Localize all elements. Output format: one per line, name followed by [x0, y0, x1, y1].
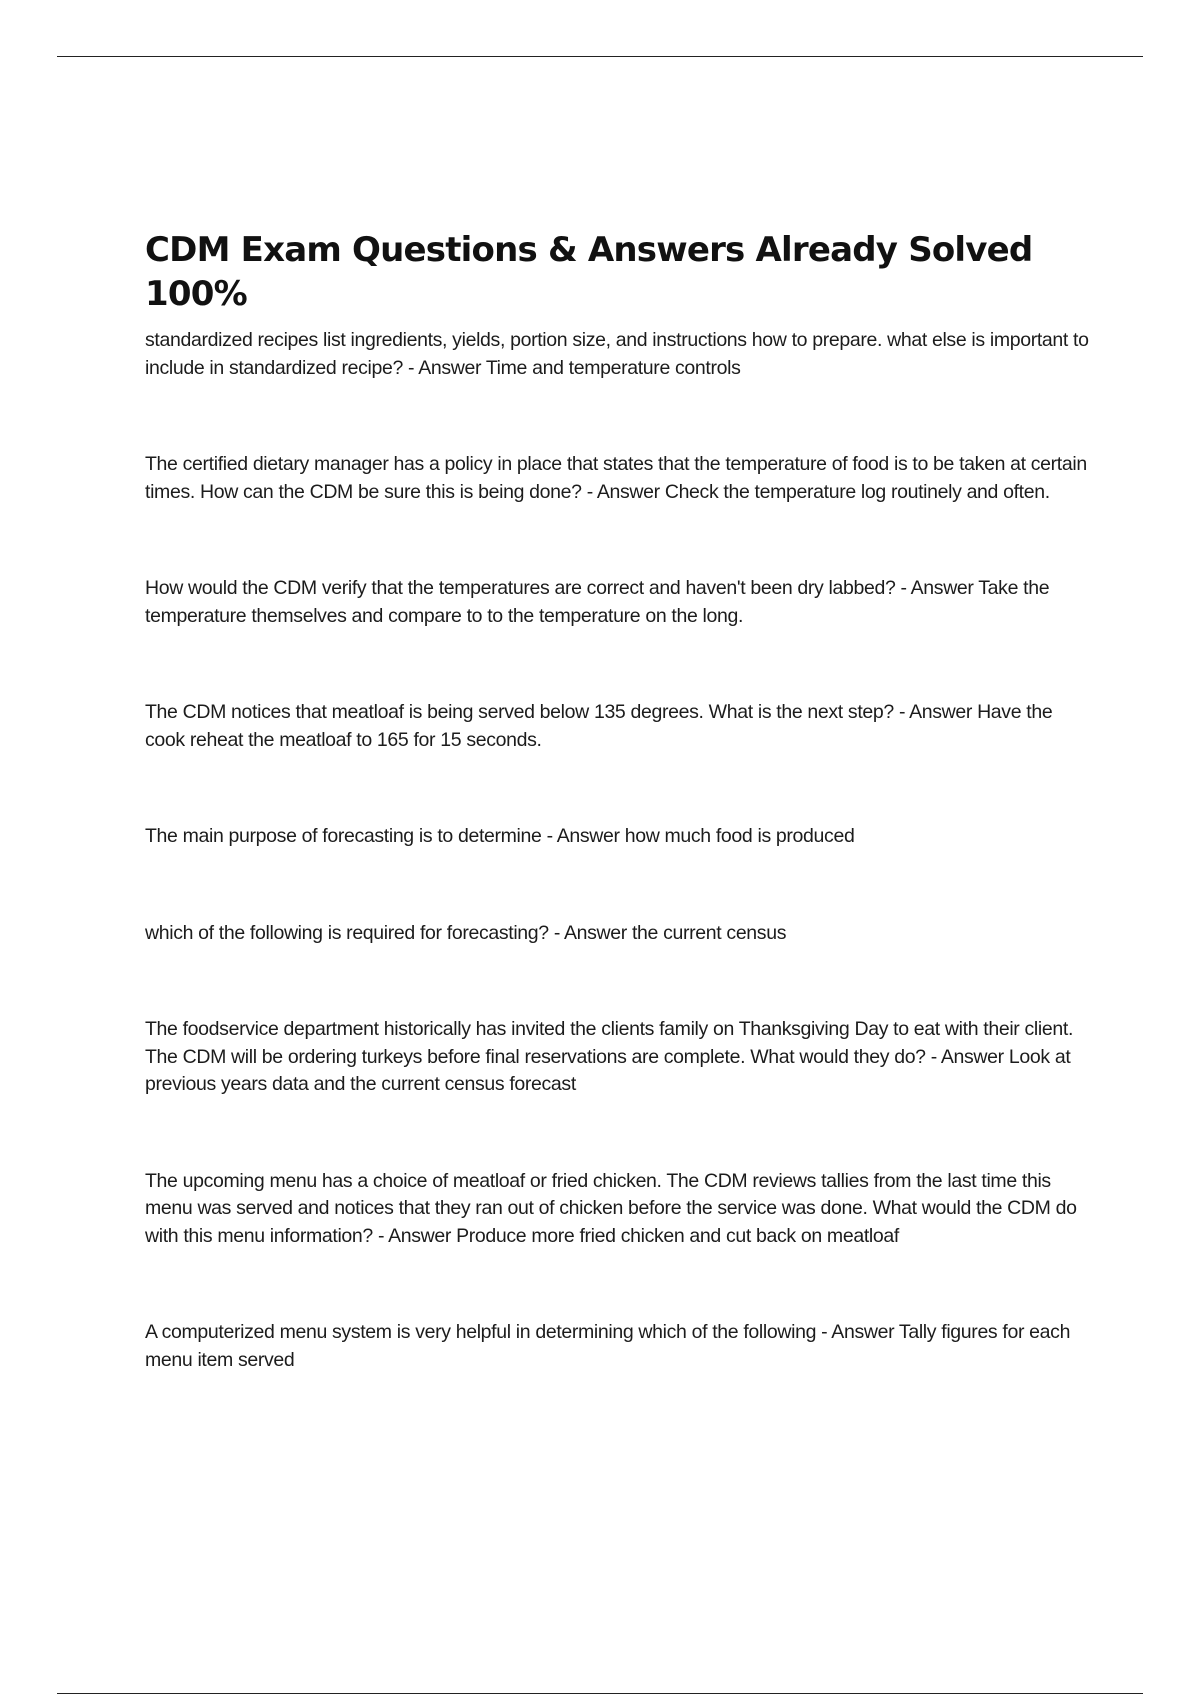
qa-item: A computerized menu system is very helpful in determining which of the following - Answer Tally figures for each menu item served [145, 1321, 1071, 1371]
page-title: CDM Exam Questions & Answers Already Solved 100% [145, 230, 1033, 314]
qa-item: The main purpose of forecasting is to determine - Answer how much food is produced [145, 825, 855, 847]
qa-item: The certified dietary manager has a policy in place that states that the temperature of food is to be taken at certain times. How can the CDM be sure this is being done? - Answer Check the temperature log routinely and often. [145, 453, 1087, 503]
qa-item: standardized recipes list ingredients, yields, portion size, and instructions how to prepare. what else is important to include in standardized recipe? - Answer Time and temperature controls [145, 329, 1089, 379]
qa-item: The CDM notices that meatloaf is being served below 135 degrees. What is the next step? - Answer Have the cook reheat the meatloaf to 165 for 15 seconds. [145, 701, 1053, 751]
qa-item: How would the CDM verify that the temperatures are correct and haven't been dry labbed? - Answer Take the temperature themselves and compare to to the temperature on the long. [145, 577, 1050, 627]
qa-list [145, 327, 1090, 1374]
qa-item: which of the following is required for forecasting? - Answer the current census [145, 921, 787, 944]
qa-item: The foodservice department historically has invited the clients family on Thanksgiving Day to eat with their client. The CDM will be ordering turkeys before final reservations are complete. What would they do? - Answer Look at previous years data and the current census forecast [145, 1018, 1074, 1095]
qa-item: The upcoming menu has a choice of meatloaf or fried chicken. The CDM reviews tallies from the last time this menu was served and notices that they ran out of chicken before the service was done. What would the CDM do with this menu information? - Answer Produce more fried chicken and cut back on meatloaf [145, 1169, 1077, 1247]
footer-rule [57, 1693, 1143, 1694]
header-rule [57, 56, 1143, 57]
document-body [145, 228, 1090, 1374]
